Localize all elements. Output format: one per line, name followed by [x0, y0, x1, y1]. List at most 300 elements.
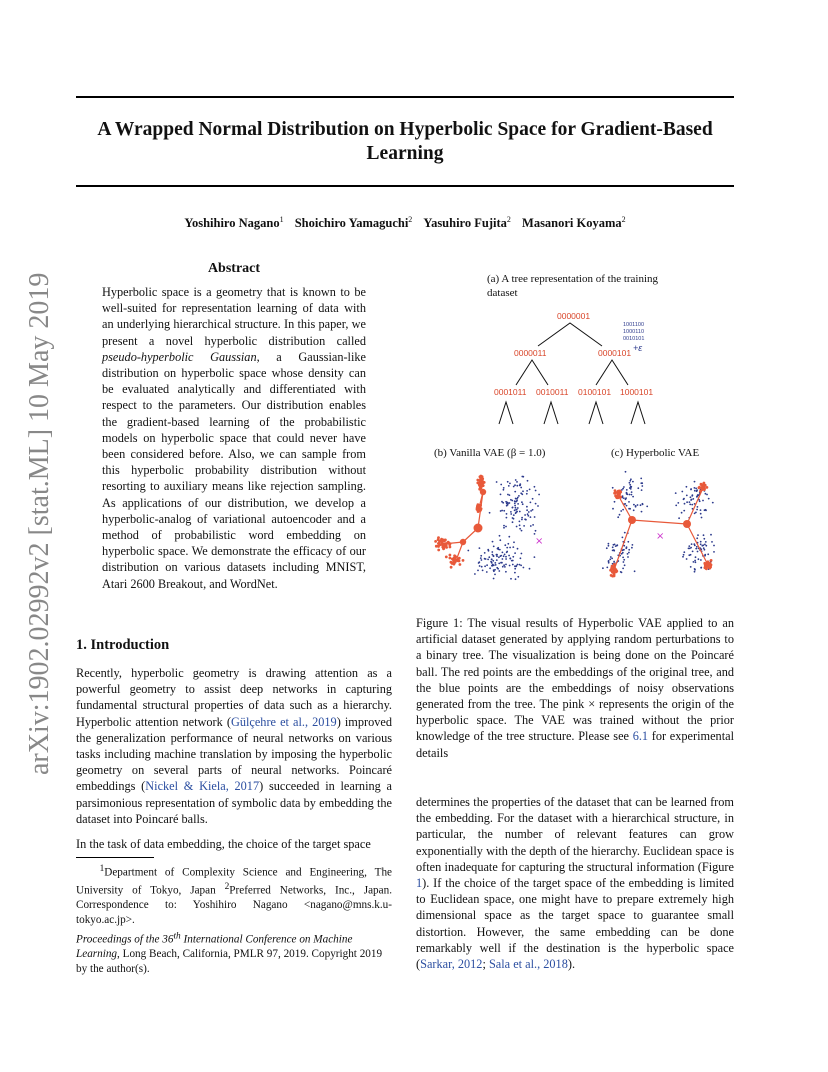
- noisy-point: [503, 510, 505, 512]
- noisy-point: [516, 509, 518, 511]
- noisy-point: [606, 567, 608, 569]
- noisy-point: [532, 524, 534, 526]
- arxiv-id: arXiv:1902.02992v2 [stat.ML] 10 May 2019: [24, 272, 55, 775]
- tree-point: [449, 557, 452, 560]
- noisy-point: [696, 490, 698, 492]
- noisy-point: [506, 547, 508, 549]
- noisy-point: [519, 511, 521, 513]
- noisy-point: [500, 555, 502, 557]
- tree-point: [476, 507, 479, 510]
- noisy-point: [694, 545, 696, 547]
- citation-link[interactable]: Gülçehre et al., 2019: [230, 714, 337, 729]
- noisy-point: [481, 566, 483, 568]
- noisy-point: [535, 490, 537, 492]
- noisy-point: [489, 567, 491, 569]
- noisy-point: [514, 484, 516, 486]
- noisy-point: [508, 536, 510, 538]
- noisy-point: [521, 501, 523, 503]
- noisy-point: [514, 491, 516, 493]
- noisy-point: [683, 498, 685, 500]
- noisy-point: [612, 508, 614, 510]
- noisy-point: [500, 494, 502, 496]
- noisy-point: [701, 545, 703, 547]
- tree-point: [442, 547, 445, 550]
- noisy-point: [510, 513, 512, 515]
- noisy-point: [516, 511, 518, 513]
- noisy-point: [681, 512, 683, 514]
- hyperbolic-vae-scatter: [590, 460, 730, 595]
- noisy-point: [622, 568, 624, 570]
- noisy-point: [513, 518, 515, 520]
- noisy-point: [700, 559, 702, 561]
- noisy-point: [491, 565, 493, 567]
- noisy-point: [684, 503, 686, 505]
- noisy-point: [532, 498, 534, 500]
- author: Shoichiro Yamaguchi$^2$: [294, 215, 413, 231]
- body-paragraph: determines the properties of the dataset that can be learned from the embedding. For the dataset with a hierarchical structure, in particular, the number of relevant features can grow exponentially with the depth of the hierarchy. Euclidean space is often inadequate for capturing the structural information (Figure 1). If the choice of the target space of the embedding is limited to Euclidean space, one might have to prepare extremely high dimensional space as the target space to guarantee small distortion. However, the same embedding can be done remarkably well if the destination is the hyperbolic space (Sarkar, 2012; Sala et al., 2018).: [416, 795, 734, 972]
- noisy-point: [530, 525, 532, 527]
- noisy-point: [496, 554, 498, 556]
- noisy-point: [522, 503, 524, 505]
- citation-link[interactable]: Sala et al., 2018: [488, 957, 568, 972]
- tree-leaf: 0010011: [536, 387, 569, 397]
- noisy-point: [512, 546, 514, 548]
- noisy-label: 1001100: [623, 322, 645, 328]
- footnote-rule: [76, 857, 154, 858]
- noisy-point: [532, 509, 534, 511]
- noisy-point: [628, 549, 630, 551]
- tree-point: [613, 492, 616, 495]
- noisy-point: [632, 481, 634, 483]
- noisy-point: [503, 487, 505, 489]
- noisy-point: [526, 490, 528, 492]
- noisy-point: [480, 557, 482, 559]
- noisy-point: [623, 559, 625, 561]
- noisy-point: [700, 513, 702, 515]
- vanilla-vae-scatter: [425, 460, 585, 595]
- tree-point: [710, 559, 713, 562]
- noisy-point: [491, 551, 493, 553]
- author: Masanori Koyama$^2$: [522, 215, 626, 231]
- tree-point: [444, 539, 447, 542]
- noisy-point: [694, 569, 696, 571]
- noisy-point: [622, 537, 624, 539]
- noisy-point: [535, 530, 537, 532]
- footnote: $^1$Department of Complexity Science and Engineering, The University of Tokyo, Japan $^2$Preferred Networks, Inc., Japan. Correspondence to: Yoshihiro Nagano <nagano@mns.k.u-tokyo.ac.jp>.: [76, 864, 393, 926]
- tree-point: [614, 495, 617, 498]
- noisy-point: [704, 544, 706, 546]
- noisy-point: [496, 559, 498, 561]
- noisy-point: [608, 562, 610, 564]
- noisy-point: [496, 567, 498, 569]
- noisy-point: [627, 556, 629, 558]
- noisy-point: [641, 482, 643, 484]
- noisy-point: [622, 557, 624, 559]
- noisy-point: [507, 494, 509, 496]
- noisy-point: [492, 541, 494, 543]
- noisy-point: [706, 494, 708, 496]
- noisy-point: [697, 551, 699, 553]
- noisy-point: [516, 526, 518, 528]
- origin-marker: ×: [535, 536, 544, 547]
- noisy-point: [640, 478, 642, 480]
- noisy-point: [518, 495, 520, 497]
- noisy-point: [508, 555, 510, 557]
- tree-point: [703, 562, 706, 565]
- noisy-point: [515, 501, 517, 503]
- tree-leaf: 0001011: [494, 387, 527, 397]
- noisy-point: [530, 502, 532, 504]
- intro-paragraph-2: In the task of data embedding, the choice of the target space: [76, 837, 371, 851]
- noisy-point: [506, 551, 508, 553]
- noisy-point: [686, 495, 688, 497]
- noisy-point: [621, 572, 623, 574]
- noisy-point: [611, 558, 613, 560]
- noisy-point: [521, 553, 523, 555]
- noisy-point: [484, 558, 486, 560]
- noisy-point: [494, 574, 496, 576]
- noisy-point: [686, 558, 688, 560]
- noisy-point: [612, 487, 614, 489]
- noisy-point: [608, 560, 610, 562]
- noisy-point: [617, 516, 619, 518]
- noisy-point: [633, 504, 635, 506]
- noisy-point: [612, 546, 614, 548]
- noisy-point: [675, 492, 677, 494]
- noisy-point: [529, 568, 531, 570]
- noisy-point: [692, 551, 694, 553]
- noisy-point: [700, 509, 702, 511]
- noisy-point: [504, 544, 506, 546]
- noisy-point: [503, 564, 505, 566]
- section-link[interactable]: 6.1: [632, 729, 649, 744]
- noisy-point: [682, 556, 684, 558]
- noisy-point: [505, 556, 507, 558]
- noisy-point: [634, 570, 636, 572]
- noisy-point: [694, 571, 696, 573]
- noisy-point: [623, 486, 625, 488]
- noisy-point: [529, 489, 531, 491]
- noisy-point: [501, 501, 503, 503]
- noisy-point: [519, 524, 521, 526]
- tree-point: [478, 482, 481, 485]
- noisy-point: [498, 570, 500, 572]
- noisy-point: [478, 562, 480, 564]
- noisy-point: [602, 567, 604, 569]
- tree-point: [700, 483, 703, 486]
- noisy-point: [514, 502, 516, 504]
- noisy-point: [505, 558, 507, 560]
- noisy-point: [691, 543, 693, 545]
- noisy-point: [686, 486, 688, 488]
- noisy-point: [703, 538, 705, 540]
- noisy-point: [502, 566, 504, 568]
- noisy-point: [521, 517, 523, 519]
- noisy-point: [521, 519, 523, 521]
- noisy-point: [526, 509, 528, 511]
- noisy-point: [642, 503, 644, 505]
- subfigure-caption-c: (c) Hyperbolic VAE: [611, 447, 700, 459]
- noisy-point: [530, 516, 532, 518]
- tree-point: [449, 554, 452, 557]
- noisy-point: [713, 551, 715, 553]
- noisy-point: [515, 507, 517, 509]
- noisy-point: [515, 479, 517, 481]
- tree-point: [609, 569, 612, 572]
- noisy-point: [694, 490, 696, 492]
- title-rule: [76, 185, 734, 187]
- figure-caption: Figure 1: The visual results of Hyperbolic VAE applied to an artificial dataset generated by applying random perturbations to a binary tree. The visualization is being done on the Poincaré ball. The red points are the embeddings of the original tree, and the blue points are the embeddings of noisy observations generated from the tree. The pink × represents the origin of the hyperbolic space. The VAE was trained without the prior knowledge of the tree structure. Please see 6.1 for experimental details: [416, 616, 734, 760]
- tree-point: [706, 486, 709, 489]
- noisy-point: [608, 545, 610, 547]
- noisy-point: [520, 487, 522, 489]
- tree-root: 0000001: [557, 311, 591, 321]
- noisy-point: [522, 490, 524, 492]
- section-heading: 1. Introduction: [76, 637, 170, 653]
- noisy-point: [506, 502, 508, 504]
- noisy-point: [619, 514, 621, 516]
- noisy-point: [626, 546, 628, 548]
- node-embedding: [480, 489, 486, 495]
- noisy-point: [635, 505, 637, 507]
- noisy-point: [504, 554, 506, 556]
- noisy-point: [613, 550, 615, 552]
- noisy-point: [696, 496, 698, 498]
- author-list: [76, 215, 734, 231]
- noisy-point: [517, 548, 519, 550]
- noisy-point: [515, 498, 517, 500]
- noisy-point: [493, 564, 495, 566]
- noisy-point: [697, 506, 699, 508]
- noisy-point: [517, 507, 519, 509]
- noisy-point: [527, 515, 529, 517]
- citation-link[interactable]: Sarkar, 2012: [420, 957, 483, 972]
- noisy-point: [516, 481, 518, 483]
- noisy-point: [613, 561, 615, 563]
- noisy-point: [535, 503, 537, 505]
- noisy-point: [678, 517, 680, 519]
- noisy-point: [520, 557, 522, 559]
- noisy-point: [491, 558, 493, 560]
- noisy-point: [517, 576, 519, 578]
- noisy-point: [525, 519, 527, 521]
- noisy-point: [534, 486, 536, 488]
- noisy-point: [494, 569, 496, 571]
- tree-point: [445, 546, 448, 549]
- noisy-point: [514, 509, 516, 511]
- noisy-point: [514, 568, 516, 570]
- noisy-point: [496, 555, 498, 557]
- noisy-point: [500, 562, 502, 564]
- noisy-point: [514, 552, 516, 554]
- noisy-point: [493, 555, 495, 557]
- tree-point: [434, 540, 437, 543]
- noisy-point: [702, 500, 704, 502]
- noisy-point: [700, 567, 702, 569]
- noisy-point: [626, 505, 628, 507]
- noisy-point: [693, 561, 695, 563]
- noisy-point: [503, 555, 505, 557]
- tree-point: [698, 486, 701, 489]
- noisy-point: [530, 510, 532, 512]
- noisy-point: [631, 547, 633, 549]
- noisy-point: [629, 494, 631, 496]
- noisy-point: [503, 527, 505, 529]
- abstract-heading: Abstract: [207, 261, 261, 276]
- noisy-point: [510, 511, 512, 513]
- tree-point: [450, 566, 453, 569]
- noisy-point: [492, 560, 494, 562]
- node-embedding: [628, 516, 636, 524]
- tree-point: [478, 484, 481, 487]
- noisy-point: [694, 481, 696, 483]
- noisy-point: [699, 500, 701, 502]
- noisy-point: [683, 510, 685, 512]
- noisy-point: [689, 548, 691, 550]
- noisy-point: [613, 544, 615, 546]
- noisy-point: [633, 509, 635, 511]
- noisy-point: [696, 537, 698, 539]
- noisy-point: [484, 552, 486, 554]
- noisy-point: [631, 494, 633, 496]
- noisy-point: [705, 545, 707, 547]
- tree-point: [709, 562, 712, 565]
- tree-point: [478, 504, 481, 507]
- noisy-point: [534, 533, 536, 535]
- noisy-point: [694, 487, 696, 489]
- noisy-point: [688, 545, 690, 547]
- noisy-point: [625, 498, 627, 500]
- noisy-point: [509, 483, 511, 485]
- noisy-point: [707, 553, 709, 555]
- noisy-point: [697, 494, 699, 496]
- noisy-point: [629, 484, 631, 486]
- noisy-label: 0010101: [623, 336, 645, 342]
- noisy-point: [612, 550, 614, 552]
- tree-leaf: 1000101: [620, 387, 654, 397]
- author: Yasuhiro Fujita$^2$: [423, 215, 511, 231]
- noisy-point: [512, 521, 514, 523]
- noisy-point: [498, 556, 500, 558]
- noisy-point: [637, 487, 639, 489]
- noisy-point: [537, 505, 539, 507]
- noisy-point: [626, 492, 628, 494]
- tree-point: [445, 556, 448, 559]
- noisy-point: [523, 567, 525, 569]
- noisy-point: [477, 570, 479, 572]
- abstract-text: Hyperbolic space is a geometry that is known to be well-suited for representation learning of data with an underlying hierarchical structure. In this paper, we present a novel hyperbolic distribution called pseudo-hyperbolic Gaussian, a Gaussian-like distribution on hyperbolic space whose density can be evaluated analytically and differentiated with respect to the parameters. Our distribution enables the gradient-based learning of the probabilistic models on hyperbolic space that could never have been considered before. Also, we can sample from this hyperbolic probability distribution without resorting to auxiliary means like rejection sampling. As applications of our distribution, we develop a hyperbolic-analog of variational autoencoder and a method of probabilistic word embedding on hyperbolic space. We demonstrate the efficacy of our distribution on various datasets including MNIST, Atari 2600 Breakout, and WordNet.: [102, 285, 366, 591]
- tree-point: [453, 554, 456, 557]
- tree-point: [613, 567, 616, 570]
- tree-point: [481, 483, 484, 486]
- noisy-point: [629, 480, 631, 482]
- noisy-point: [486, 571, 488, 573]
- noisy-point: [509, 565, 511, 567]
- noisy-point: [641, 489, 643, 491]
- noisy-point: [526, 493, 528, 495]
- noisy-point: [487, 559, 489, 561]
- proceedings-note: Proceedings of the 36th International Conference on Machine Learning, Long Beach, California, PMLR 97, 2019. Copyright 2019 by the author(s).: [76, 931, 383, 975]
- noisy-point: [689, 501, 691, 503]
- noisy-point: [519, 564, 521, 566]
- noisy-point: [512, 564, 514, 566]
- noisy-point: [514, 505, 516, 507]
- noisy-point: [683, 551, 685, 553]
- noisy-point: [511, 560, 513, 562]
- noisy-point: [631, 491, 633, 493]
- noisy-point: [694, 513, 696, 515]
- tree-point: [445, 543, 448, 546]
- noisy-point: [506, 513, 508, 515]
- noisy-point: [695, 556, 697, 558]
- noisy-point: [527, 513, 529, 515]
- noisy-point: [522, 476, 524, 478]
- noisy-point: [677, 502, 679, 504]
- noisy-point: [515, 578, 517, 580]
- noisy-point: [697, 534, 699, 536]
- noisy-point: [711, 541, 713, 543]
- epsilon-label: +ε: [633, 343, 643, 353]
- tree-leaf: 0100101: [578, 387, 612, 397]
- noisy-point: [479, 565, 481, 567]
- noisy-point: [626, 489, 628, 491]
- figure-link[interactable]: 1: [416, 876, 423, 891]
- noisy-point: [691, 499, 693, 501]
- noisy-point: [492, 554, 494, 556]
- noisy-point: [710, 534, 712, 536]
- tree-point: [613, 563, 616, 566]
- noisy-point: [528, 511, 530, 513]
- noisy-point: [695, 548, 697, 550]
- subfigure-caption-a: (a) A tree representation of the training dataset: [487, 273, 659, 299]
- noisy-point: [486, 564, 488, 566]
- noisy-point: [690, 488, 692, 490]
- noisy-point: [628, 552, 630, 554]
- noisy-point: [696, 546, 698, 548]
- tree-point: [457, 559, 460, 562]
- noisy-point: [506, 517, 508, 519]
- noisy-point: [698, 558, 700, 560]
- noisy-point: [498, 548, 500, 550]
- noisy-point: [610, 556, 612, 558]
- noisy-point: [509, 557, 511, 559]
- noisy-point: [622, 552, 624, 554]
- noisy-point: [690, 566, 692, 568]
- noisy-point: [637, 504, 639, 506]
- noisy-point: [704, 509, 706, 511]
- noisy-point: [480, 555, 482, 557]
- noisy-point: [692, 498, 694, 500]
- noisy-point: [628, 501, 630, 503]
- noisy-point: [489, 512, 491, 514]
- noisy-point: [609, 558, 611, 560]
- noisy-point: [504, 566, 506, 568]
- noisy-point: [500, 510, 502, 512]
- noisy-point: [696, 509, 698, 511]
- node-embedding: [460, 539, 466, 545]
- citation-link[interactable]: Nickel & Kiela, 2017: [145, 779, 260, 794]
- tree-point: [440, 538, 443, 541]
- noisy-point: [626, 493, 628, 495]
- noisy-point: [490, 561, 492, 563]
- noisy-point: [534, 516, 536, 518]
- noisy-point: [513, 541, 515, 543]
- noisy-point: [493, 578, 495, 580]
- noisy-point: [510, 578, 512, 580]
- noisy-point: [683, 554, 685, 556]
- tree-point: [704, 484, 707, 487]
- noisy-point: [712, 502, 714, 504]
